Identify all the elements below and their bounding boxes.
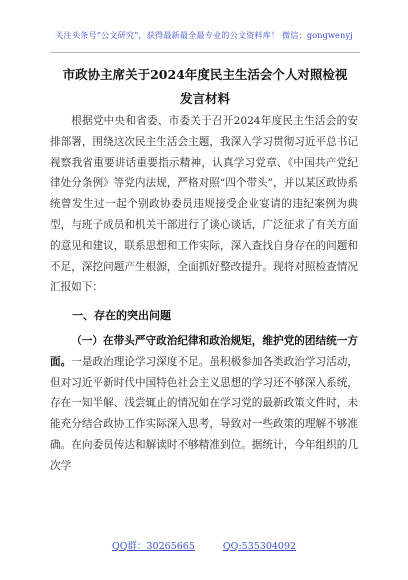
sub-section-paragraph: [50, 331, 358, 477]
sub-heading: （一）在带头严守政治纪律和政治规矩，维护党的团结统一方面。: [50, 334, 358, 368]
footer-qq-group: QQ群：30265665: [111, 541, 195, 552]
sub-section-text: 一是政治理论学习深度不足。虽积极参加各类政治学习活动，但对习近平新时代中国特色社会主义思想的学习还不够深入系统，存在一知半解、浅尝辄止的情况如在学习党的最新政策文件时，未能充分结合政协工作实际深入思考，导致对一些政策的理解不够准确。在向委员传达和解读时不够精准到位。据统计，今年组织的几次学: [50, 355, 359, 472]
header-banner: 关注头条号“公文研究”，获得最新最全最专业的公文资料库！ 微信：gongwenyj: [55, 30, 353, 40]
header-divider: [50, 52, 360, 53]
intro-paragraph: 根据党中央和省委、市委关于召开2024年度民主生活会的安排部署，围绕这次民主生活会主题，我深入学习贯彻习近平总书记视察我省重要讲话重要指示精神，认真学习党章、《中国共产党纪律处分条例》等党内法规，严格对照“四个带头”，并以某区政协系统曾发生过一起个别政协委员违规接受企业宴请的违纪案例为典型，与班子成员和机关干部进行了谈心谈话，广泛征求了有关方面的意见和建议，联系思想和工作实际，深入查找自身存在的问题和不足，深挖问题产生根源，全面抓好整改提升。现将对照检查情况汇报如下：: [50, 115, 358, 294]
footer-contact: [0, 538, 408, 552]
footer-qq-number: QQ:535304092: [222, 541, 297, 552]
document-body: [50, 111, 358, 477]
section-heading: 一、存在的突出问题: [72, 309, 171, 323]
document-title: 市政协主席关于2024年度民主生活会个人对照检视发言材料: [62, 67, 348, 106]
